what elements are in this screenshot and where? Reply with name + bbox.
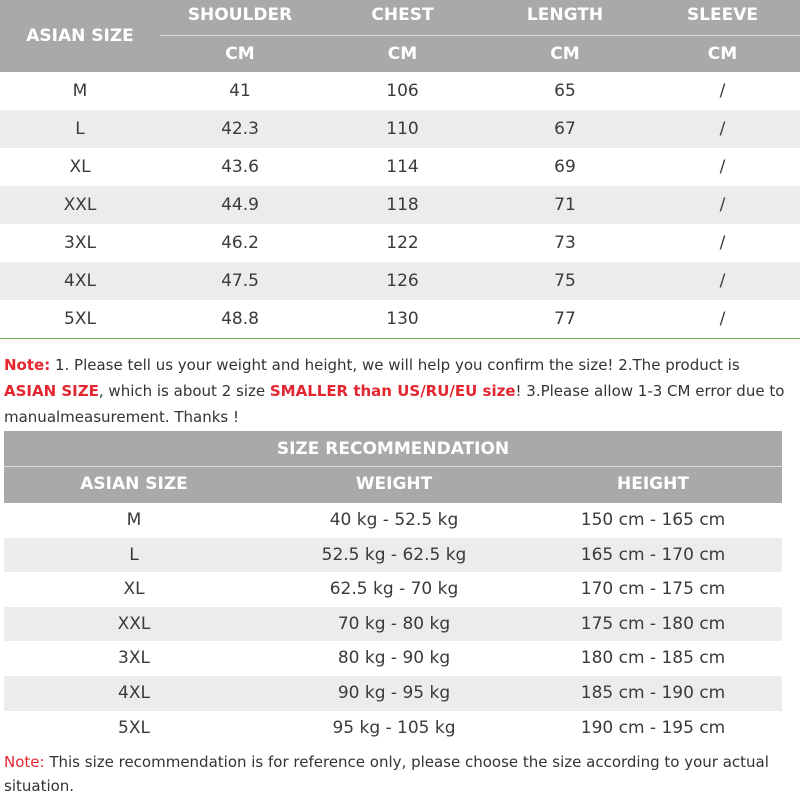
- cell-height: 165 cm - 170 cm: [580, 544, 726, 565]
- cell-chest: 110: [386, 119, 419, 139]
- table-row: [4, 676, 782, 711]
- note-highlight-smaller: SMALLER than US/RU/EU size: [269, 382, 516, 400]
- cell-weight: 62.5 kg - 70 kg: [329, 579, 459, 600]
- size-note: [4, 352, 796, 430]
- measurement-table-header: [0, 0, 800, 72]
- cell-height: 180 cm - 185 cm: [580, 648, 726, 669]
- cell-weight: 90 kg - 95 kg: [337, 682, 451, 703]
- cell-weight: 70 kg - 80 kg: [337, 613, 451, 634]
- cell-length: 77: [554, 309, 576, 329]
- cell-chest: 106: [386, 81, 419, 101]
- cell-length: 69: [554, 157, 576, 177]
- header-shoulder: SHOULDER CM: [187, 5, 293, 64]
- cell-length: 73: [554, 233, 576, 253]
- cell-shoulder: 42.3: [221, 119, 259, 139]
- table-row: [4, 711, 782, 746]
- cell-sleeve: /: [719, 233, 726, 253]
- table-row: [0, 72, 800, 110]
- measurement-table: [0, 0, 800, 339]
- table-row: [0, 110, 800, 148]
- cell-shoulder: 48.8: [221, 309, 259, 329]
- cell-size: L: [75, 119, 85, 139]
- cell-size: XL: [123, 579, 145, 600]
- cell-size: 3XL: [64, 233, 96, 253]
- cell-chest: 126: [386, 271, 419, 291]
- table-row: [0, 300, 800, 338]
- cell-sleeve: /: [719, 157, 726, 177]
- cell-height: 185 cm - 190 cm: [580, 682, 726, 703]
- cell-height: 150 cm - 165 cm: [580, 510, 726, 530]
- recommendation-table-header: [4, 431, 782, 503]
- cell-weight: 52.5 kg - 62.5 kg: [321, 544, 467, 565]
- recommendation-table: [4, 431, 782, 745]
- cell-shoulder: 47.5: [221, 271, 259, 291]
- note-label: Note:: [4, 753, 45, 771]
- cell-height: 170 cm - 175 cm: [580, 579, 726, 600]
- cell-sleeve: /: [719, 119, 726, 139]
- recommendation-table-body: [4, 503, 782, 745]
- cell-weight: 95 kg - 105 kg: [332, 717, 456, 738]
- cell-chest: 118: [386, 195, 419, 215]
- cell-chest: 114: [386, 157, 419, 177]
- header-chest: CHEST CM: [371, 5, 434, 64]
- note-highlight-asian-size: ASIAN SIZE: [4, 382, 99, 400]
- table-row: [0, 186, 800, 224]
- cell-size: 5XL: [118, 717, 150, 738]
- cell-height: 190 cm - 195 cm: [580, 717, 726, 738]
- cell-size: 3XL: [118, 648, 150, 669]
- cell-sleeve: /: [719, 271, 726, 291]
- cell-size: XL: [69, 157, 91, 177]
- cell-chest: 122: [386, 233, 419, 253]
- table-row: [0, 262, 800, 300]
- note-text: ! 3.Please allow 1-3 CM error due to manualmeasurement. Thanks !: [4, 382, 785, 426]
- cell-size: L: [129, 544, 139, 565]
- measurement-table-body: [0, 72, 800, 338]
- note-text: This size recommendation is for reference only, please choose the size according to your actual situation.: [4, 753, 769, 795]
- recommendation-title: SIZE RECOMMENDATION: [276, 439, 510, 459]
- cell-size: 4XL: [64, 271, 96, 291]
- table-row: [4, 641, 782, 676]
- cell-shoulder: 46.2: [221, 233, 259, 253]
- cell-weight: 80 kg - 90 kg: [337, 648, 451, 669]
- cell-size: 5XL: [64, 309, 96, 329]
- cell-size: XXL: [117, 613, 151, 634]
- table-row: [4, 538, 782, 573]
- cell-height: 175 cm - 180 cm: [580, 613, 726, 634]
- header-asian-size: ASIAN SIZE: [26, 26, 134, 46]
- header-weight: WEIGHT: [355, 474, 433, 494]
- note-label: Note:: [4, 356, 51, 374]
- cell-chest: 130: [386, 309, 419, 329]
- note-text: 1. Please tell us your weight and height, we will help you confirm the size! 2.The product is: [50, 356, 740, 374]
- cell-length: 65: [554, 81, 576, 101]
- cell-shoulder: 44.9: [221, 195, 259, 215]
- header-sleeve: SLEEVE CM: [686, 5, 759, 64]
- cell-length: 67: [554, 119, 576, 139]
- table-row: [4, 503, 782, 538]
- cell-weight: 40 kg - 52.5 kg: [329, 510, 459, 530]
- note-text: , which is about 2 size: [98, 382, 270, 400]
- cell-shoulder: 43.6: [221, 157, 259, 177]
- cell-length: 75: [554, 271, 576, 291]
- cell-size: M: [72, 81, 88, 101]
- header-length: LENGTH CM: [526, 5, 604, 64]
- reference-note: [4, 750, 796, 798]
- cell-sleeve: /: [719, 81, 726, 101]
- cell-sleeve: /: [719, 309, 726, 329]
- cell-size: 4XL: [118, 682, 150, 703]
- header-asian-size: ASIAN SIZE: [80, 474, 188, 494]
- cell-size: XXL: [63, 195, 97, 215]
- table-row: [0, 224, 800, 262]
- cell-sleeve: /: [719, 195, 726, 215]
- cell-length: 71: [554, 195, 576, 215]
- table-row: [4, 572, 782, 607]
- cell-shoulder: 41: [229, 81, 251, 101]
- table-row: [0, 148, 800, 186]
- header-height: HEIGHT: [617, 474, 689, 494]
- table-row: [4, 607, 782, 642]
- cell-size: M: [126, 510, 142, 530]
